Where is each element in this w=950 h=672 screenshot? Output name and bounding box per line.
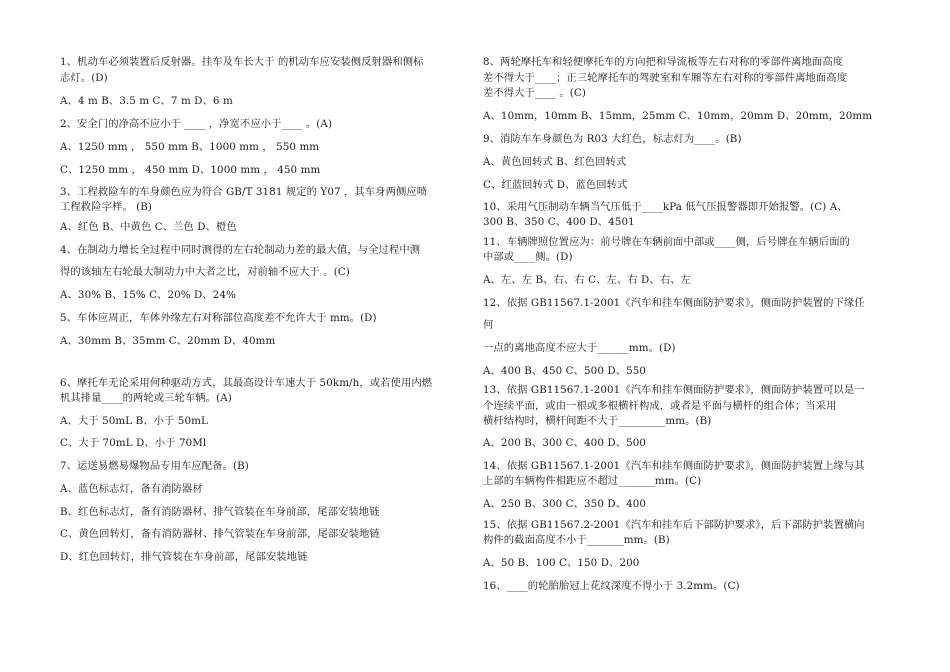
question-6-line-1: 6、摩托车无论采用何种驱动方式，其最高设计车速大于 50km/h，或若使用内燃 <box>60 377 433 389</box>
question-4-line-2: 得的该轴左右轮最大制动力中大者之比，对前轴不应大于 。(C) <box>60 266 350 278</box>
question-2-options-1: A、1250 mm ， 550 mm B、1000 mm ， 550 mm <box>60 141 320 153</box>
question-4-options: A、30% B、15% C、20% D、24% <box>60 289 236 301</box>
question-3-options: A、红色 B、中黄色 C、兰色 D、橙色 <box>60 221 237 233</box>
question-14-line-1: 14、依据 GB11567.1-2001《汽车和挂车侧面防护要求》，侧面防护装置上缘与其 <box>483 460 865 472</box>
question-12-line-1: 12、依据 GB11567.1-2001《汽车和挂车侧面防护要求》，侧面防护装置的下缘任 <box>483 297 865 309</box>
question-7-option-d: D、红色回转灯，排气管装在车身前部，尾部安装地链 <box>60 551 308 563</box>
question-2-options-2: C、1250 mm ， 450 mm D、1000 mm ， 450 mm <box>60 164 321 176</box>
question-13-options: A、200 B、300 C、400 D、500 <box>483 437 647 449</box>
question-4-line-1: 4、在制动力增长全过程中同时测得的左右轮制动力差的最大值，与全过程中测 <box>60 244 421 256</box>
question-16: 16、____的轮胎胎冠上花纹深度不得小于 3.2mm。(C) <box>483 580 740 592</box>
question-11-line-2: 中部或____侧。(D) <box>483 251 573 263</box>
question-15-options: A、50 B、100 C、150 D、200 <box>483 557 640 569</box>
question-7: 7、运送易燃易爆物品专用车应配备。(B) <box>60 460 249 472</box>
question-7-option-c: C、黄色回转灯，备有消防器材、排气管装在车身前部，尾部安装地链 <box>60 528 380 540</box>
question-14-line-2: 上部的车辆构件相距应不超过_______mm。(C) <box>483 475 702 487</box>
question-9: 9、消防车车身颜色为 R03 大红色，标志灯为____。(B) <box>483 133 742 145</box>
question-8-line-3: 差不得大于____ 。(C) <box>483 87 586 99</box>
question-9-options-2: C、红蓝回转式 D、蓝色回转式 <box>483 179 628 191</box>
question-13-line-2: 个连续平面，或由一根或多根横杆构成，或者是平面与横杆的组合体；当采用 <box>483 400 837 412</box>
question-13-line-3: 横杆结构时，横杆间距不大于_________mm。(B) <box>483 415 712 427</box>
question-1-options: A、4 m B、3.5 m C、7 m D、6 m <box>60 95 233 107</box>
question-1-line-1: 1、机动车必须装置后反射器。挂车及车长大于 的机动车应安装侧反射器和侧标 <box>60 56 424 68</box>
question-6-options-2: C、大于 70mL D、小于 70Ml <box>60 437 207 449</box>
question-8-options: A、10mm，10mm B、15mm，25mm C、10mm，20mm D、20mm，20mm <box>483 110 873 122</box>
question-11-options: A、左、左 B、右、右 C、左、右 D、右、左 <box>483 274 692 286</box>
question-6-line-2: 机其排量____的两轮或三轮车辆。(A) <box>60 392 232 404</box>
question-3-line-1: 3、工程救险车的车身颜色应为符合 GB/T 3181 规定的 Y07 ，其车身两侧应喷 <box>60 186 428 198</box>
question-6-options-1: A、大于 50mL B、小于 50mL <box>60 415 208 427</box>
question-10-line-1: 10、采用气压制动车辆当气压低于____kPa 低气压报警器即开始报警。(C) A、 <box>483 201 848 213</box>
question-3-line-2: 工程救险字样。 (B) <box>60 201 153 213</box>
question-10-line-2: 300 B、350 C、400 D、4501 <box>483 216 635 228</box>
question-5-options: A、30mm B、35mm C、20mm D、40mm <box>60 335 276 347</box>
question-12-line-2: 何 <box>483 319 494 331</box>
question-9-options-1: A、黄色回转式 B、红色回转式 <box>483 156 627 168</box>
question-14-options: A、250 B、300 C、350 D、400 <box>483 498 647 510</box>
question-7-option-b: B、红色标志灯，备有消防器材、排气管装在车身前部，尾部安装地链 <box>60 506 380 518</box>
question-2: 2、安全门的净高不应小于 ____ ，净宽不应小于____ 。(A) <box>60 118 333 130</box>
question-12-options: A、400 B、450 C、500 D、550 <box>483 365 647 377</box>
question-5: 5、车体应周正，车体外缘左右对称部位高度差不允许大于 mm。(D) <box>60 312 377 324</box>
question-8-line-2: 差不得大于____；正三轮摩托车的驾驶室和车厢等左右对称的零部件离地面高度 <box>483 72 848 84</box>
question-11-line-1: 11、车辆牌照位置应为：前号牌在车辆前面中部或____侧，后号牌在车辆后面的 <box>483 236 850 248</box>
question-8-line-1: 8、两轮摩托车和轻便摩托车的方向把和导流板等左右对称的零部件离地面高度 <box>483 56 844 68</box>
question-15-line-2: 构件的截面高度不小于_______mm。(B) <box>483 534 670 546</box>
question-7-option-a: A、蓝色标志灯，备有消防器材 <box>60 483 203 495</box>
question-12-line-3: 一点的离地高度不应大于______mm。(D) <box>483 342 676 354</box>
question-15-line-1: 15、依据 GB11567.2-2001《汽车和挂车后下部防护要求》，后下部防护装置横向 <box>483 519 865 531</box>
question-1-line-2: 志灯。(D) <box>60 72 108 84</box>
question-13-line-1: 13、依据 GB11567.1-2001《汽车和挂车侧面防护要求》，侧面防护装置可以是一 <box>483 384 865 396</box>
